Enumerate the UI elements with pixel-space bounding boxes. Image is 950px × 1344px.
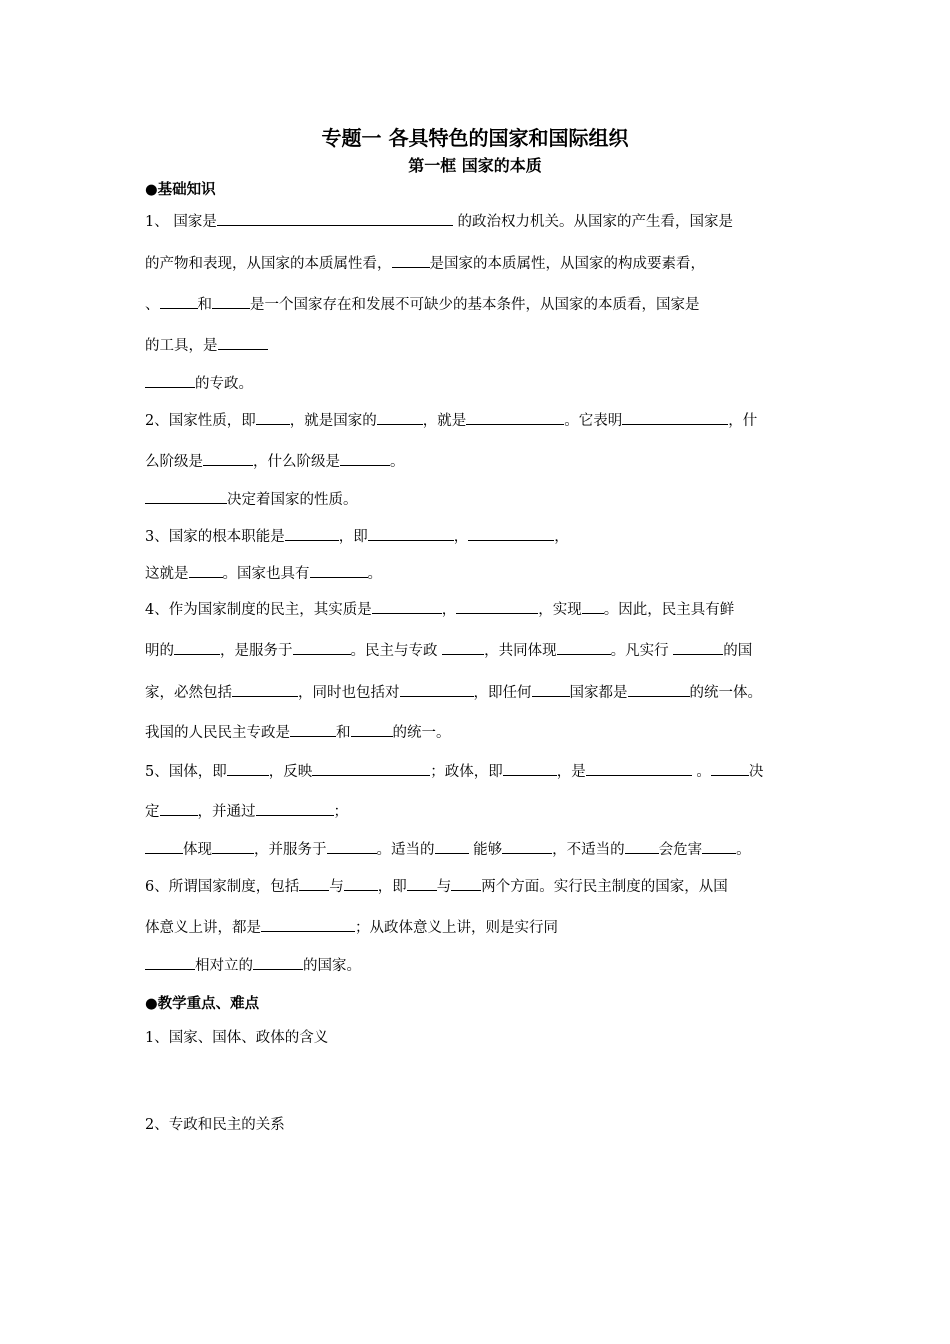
fill-blank[interactable]: [442, 641, 484, 655]
fill-blank[interactable]: [702, 840, 736, 854]
fill-blank[interactable]: [711, 762, 749, 776]
q4-line-2: 明的 ，是服务于 。民主与专政 ，共同体现 。凡实行 的国: [145, 643, 753, 659]
q4-line-1: 4、作为国家制度的民主，其实质是 ， ，实现 。因此，民主具有鲜: [145, 602, 735, 618]
q5-line-1: 5、国体，即 ，反映 ；政体，即 ，是 。 决: [145, 764, 764, 780]
q3-line-2: 这就是 。国家也具有 。: [145, 566, 382, 582]
fill-blank[interactable]: [673, 641, 723, 655]
fill-blank[interactable]: [145, 374, 195, 388]
q6-line-3: 相对立的 的国家。: [145, 956, 361, 976]
fill-blank[interactable]: [290, 723, 336, 737]
section-heading-key-points: ●教学重点、难点: [145, 996, 260, 1012]
fill-blank[interactable]: [312, 762, 430, 776]
q4-line-4: 我国的人民民主专政是 和 的统一。: [145, 725, 451, 741]
fill-blank[interactable]: [232, 683, 298, 697]
fill-blank[interactable]: [256, 411, 290, 425]
fill-blank[interactable]: [372, 600, 442, 614]
q1-line-3: 、 和 是一个国家存在和发展不可缺少的基本条件，从国家的本质看，国家是: [145, 297, 700, 313]
fill-blank[interactable]: [212, 840, 254, 854]
fill-blank[interactable]: [502, 840, 552, 854]
q1-line-4: 的工具，是: [145, 336, 268, 356]
q3-line-1: 3、国家的根本职能是 ，即 ， ，: [145, 529, 569, 545]
fill-blank[interactable]: [203, 452, 253, 466]
fill-blank[interactable]: [174, 641, 220, 655]
fill-blank[interactable]: [400, 683, 474, 697]
fill-blank[interactable]: [256, 802, 334, 816]
fill-blank[interactable]: [160, 802, 198, 816]
fill-blank[interactable]: [217, 212, 453, 226]
fill-blank[interactable]: [451, 877, 481, 891]
q6-line-2: 体意义上讲，都是 ；从政体意义上讲，则是实行同: [145, 920, 558, 936]
fill-blank[interactable]: [435, 840, 469, 854]
fill-blank[interactable]: [160, 295, 198, 309]
key-point-item: 1、国家、国体、政体的含义: [145, 1030, 329, 1046]
section-heading-basic-knowledge: ●基础知识: [145, 182, 216, 198]
q2-line-1: 2、国家性质，即 ，就是国家的 ，就是 。它表明 ，什: [145, 413, 758, 429]
fill-blank[interactable]: [285, 527, 339, 541]
q5-line-2: 定 ，并通过 ；: [145, 804, 348, 820]
key-point-item: 2、专政和民主的关系: [145, 1117, 285, 1133]
fill-blank[interactable]: [456, 600, 538, 614]
fill-blank[interactable]: [145, 490, 227, 504]
q6-line-1: 6、所谓国家制度，包括 与 ，即 与 两个方面。实行民主制度的国家，从国: [145, 879, 728, 895]
document-subtitle: 第一框 国家的本质: [408, 156, 542, 175]
fill-blank[interactable]: [189, 564, 223, 578]
fill-blank[interactable]: [218, 336, 268, 350]
q2-line-2: 么阶级是 ，什么阶级是 。: [145, 454, 405, 470]
fill-blank[interactable]: [310, 564, 368, 578]
fill-blank[interactable]: [466, 411, 564, 425]
fill-blank[interactable]: [351, 723, 393, 737]
fill-blank[interactable]: [503, 762, 557, 776]
fill-blank[interactable]: [407, 877, 437, 891]
fill-blank[interactable]: [145, 840, 183, 854]
fill-blank[interactable]: [532, 683, 570, 697]
fill-blank[interactable]: [628, 683, 690, 697]
fill-blank[interactable]: [145, 956, 195, 970]
fill-blank[interactable]: [327, 840, 377, 854]
fill-blank[interactable]: [253, 956, 303, 970]
fill-blank[interactable]: [582, 600, 604, 614]
document-title: 专题一 各具特色的国家和国际组织: [321, 126, 629, 150]
fill-blank[interactable]: [377, 411, 423, 425]
fill-blank[interactable]: [622, 411, 728, 425]
q1-line-5: 的专政。: [145, 374, 253, 394]
fill-blank[interactable]: [340, 452, 390, 466]
q1-line-1: 1、 国家是 的政治权力机关。从国家的产生看，国家是: [145, 214, 733, 230]
fill-blank[interactable]: [557, 641, 611, 655]
fill-blank[interactable]: [344, 877, 378, 891]
q5-line-3: 体现 ，并服务于 。适当的 能够 ，不适当的 会危害 。: [145, 840, 751, 860]
fill-blank[interactable]: [586, 762, 692, 776]
fill-blank[interactable]: [368, 527, 454, 541]
fill-blank[interactable]: [392, 254, 430, 268]
q4-line-3: 家，必然包括 ，同时也包括对 ，即任何 国家都是 的统一体。: [145, 685, 762, 701]
q2-line-3: 决定着国家的性质。: [145, 490, 358, 510]
fill-blank[interactable]: [468, 527, 554, 541]
fill-blank[interactable]: [227, 762, 269, 776]
fill-blank[interactable]: [625, 840, 659, 854]
fill-blank[interactable]: [293, 641, 351, 655]
fill-blank[interactable]: [261, 918, 355, 932]
fill-blank[interactable]: [212, 295, 250, 309]
q1-line-2: 的产物和表现，从国家的本质属性看， 是国家的本质属性，从国家的构成要素看，: [145, 256, 705, 272]
fill-blank[interactable]: [299, 877, 329, 891]
